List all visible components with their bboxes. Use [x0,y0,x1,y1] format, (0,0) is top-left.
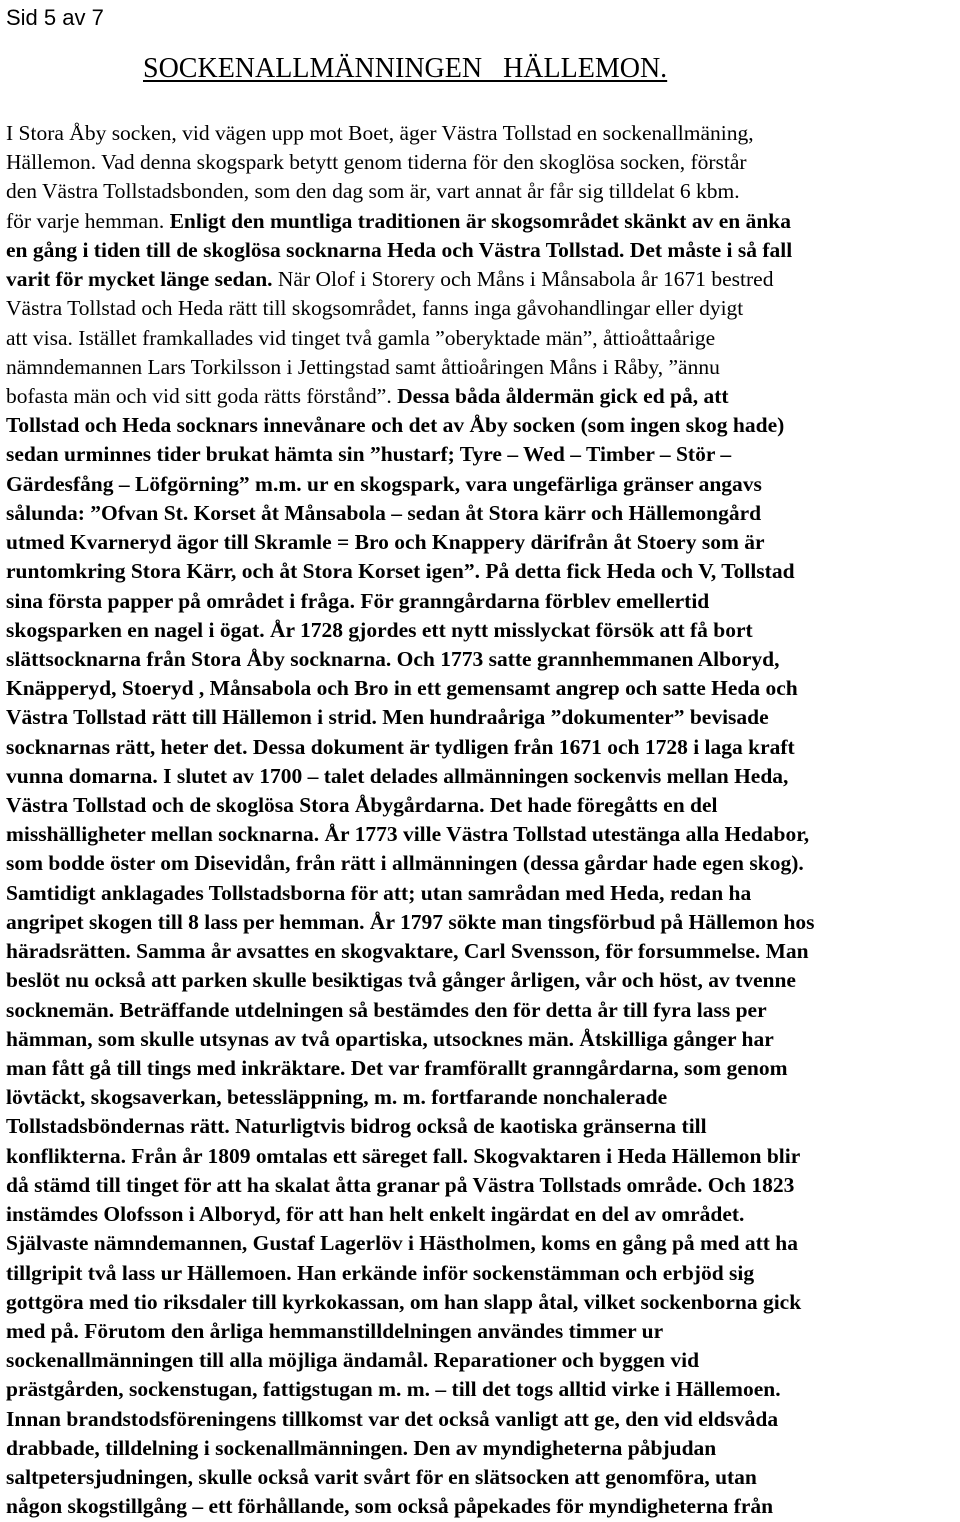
text-line [6,557,960,586]
text-line-bold: en gång i tiden till de skoglösa socknarna Heda och Västra Tollstad. Det måste i så fall [6,237,793,262]
text-line-bold: prästgården, sockenstugan, fattigstugan m. m. – till det togs alltid virke i Hällemoen. [6,1377,781,1402]
text-line [6,908,960,937]
text-line-bold: med på. Förutom den årliga hemmanstilldelningen användes timmer ur [6,1318,664,1343]
text-line-bold: sedan urminnes tider brukat hämta sin ”hustarf; Tyre – Wed – Timber – Stör – [6,442,732,467]
text-line [6,1054,960,1083]
text-line [6,1375,960,1404]
text-line-regular: I Stora Åby socken, vid vägen upp mot Boet, äger Västra Tollstad en sockenallmäning, [6,121,754,145]
text-line [6,762,960,791]
text-line-bold: hämman, som skulle utsynas av två opartiska, utsocknes män. Åtskilliga gånger har [6,1026,774,1051]
text-line [6,791,960,820]
text-line [6,937,960,966]
text-line [6,1200,960,1229]
text-line-bold: Knäpperyd, Stoeryd , Månsabola och Bro in ett gemensamt angrep och satte Heda och [6,676,798,701]
text-line [6,1317,960,1346]
text-line [6,148,960,177]
text-line-bold: sålunda: ”Ofvan St. Korset åt Månsabola – sedan åt Stora kärr och Hällemongård [6,500,762,525]
text-line [6,1463,960,1492]
text-line [6,470,960,499]
text-line-bold: socknarnas rätt, heter det. Dessa dokument är tydligen från 1671 och 1728 i laga kraft [6,734,795,759]
text-line [6,177,960,206]
text-line [6,1346,960,1375]
text-line-bold: utmed Kvarneryd ägor till Skramle = Bro och Knappery därifrån åt Stoery som är [6,530,765,555]
text-line-bold: konflikterna. Från år 1809 omtalas ett säreget fall. Skogvaktaren i Heda Hällemon blir [6,1143,801,1168]
text-line-bold: Västra Tollstad rätt till Hällemon i strid. Men hundraåriga ”dokumenter” bevisade [6,705,769,730]
text-line-bold: socknemän. Beträffande utdelningen så bestämdes den för detta år till fyra lass per [6,997,767,1022]
text-line [6,879,960,908]
text-line-bold: beslöt nu också att parken skulle besiktigas två gånger årligen, vår och höst, av tvenne [6,968,796,993]
text-line-bold: då stämd till tinget för att ha skalat åtta granar på Västra Tollstads område. Och 1823 [6,1172,795,1197]
body-text [6,119,960,1522]
text-line-bold: Västra Tollstad och de skoglösa Stora Åbygårdarna. Det hade föregåtts en del [6,793,718,818]
text-line-regular: Västra Tollstad och Heda rätt till skogsområdet, fanns inga gåvohandlingar eller dyigt [6,296,744,321]
text-line-regular: den Västra Tollstadsbonden, som den dag som är, vart annat år får sig tilldelat 6 kbm. [6,179,740,204]
text-line-bold: Enligt den muntliga traditionen är skogsområdet skänkt av en änka [169,208,791,233]
text-line-bold: Självaste nämndemannen, Gustaf Lagerlöv i Hästholmen, koms en gång på med att ha [6,1231,798,1256]
text-line-bold: sina första papper på området i fråga. För granngårdarna förblev emellertid [6,588,710,613]
text-line-bold: lövtäckt, skogsaverkan, betessläppning, m. m. fortfarande nonchalerade [6,1085,668,1110]
text-line [6,966,960,995]
text-line [6,703,960,732]
text-line-regular: Hällemon. Vad denna skogspark betytt genom tiderna för den skoglösa socken, förstår [6,150,747,175]
text-line-bold: Innan brandstodsföreningens tillkomst var det också vanligt att ge, den vid eldsvåda [6,1406,779,1431]
text-line-bold: Gärdesfång – Löfgörning” m.m. ur en skogspark, vara ungefärliga gränser angavs [6,471,762,496]
text-line [6,353,960,382]
text-line [6,1492,960,1521]
text-line [6,528,960,557]
text-line [6,733,960,762]
text-line-bold: tillgripit två lass ur Hällemoen. Han erkände inför sockenstämman och erbjöd sig [6,1260,755,1285]
text-line [6,294,960,323]
text-line-bold: Tollstad och Heda socknars innevånare och det av Åby socken (som ingen skog hade) [6,413,785,438]
text-line-bold: saltpetersjudningen, skulle också varit svårt för en slätsocken att genomföra, utan [6,1465,757,1490]
text-line-bold: varit för mycket länge sedan. [6,267,273,292]
text-line [6,645,960,674]
text-line [6,849,960,878]
text-line-regular: för varje hemman. [6,208,170,233]
text-line [6,265,960,294]
text-line-bold: häradsrätten. Samma år avsattes en skogvaktare, Carl Svensson, för forsummelse. Man [6,939,809,964]
text-line [6,324,960,353]
text-line [6,996,960,1025]
text-line [6,1434,960,1463]
text-line-regular: nämndemannen Lars Torkilsson i Jettingstad samt åttioåringen Måns i Råby, ”ännu [6,354,720,379]
text-line [6,820,960,849]
text-line [6,1142,960,1171]
text-line-bold: instämdes Olofsson i Alboryd, för att han helt enkelt ingärdat en del av området. [6,1202,745,1227]
text-line [6,236,960,265]
text-line-bold: man fått gå till tings med inkräktare. Det var framförallt granngårdarna, som genom [6,1056,788,1080]
text-line-bold: drabbade, tilldelning i sockenallmänningen. Den av myndigheterna påbjudan [6,1435,717,1460]
text-line-bold: Dessa båda åldermän gick ed på, att [397,383,729,408]
text-line [6,674,960,703]
text-line [6,1083,960,1112]
text-line [6,499,960,528]
text-line-bold: Tollstadsböndernas rätt. Naturligtvis bidrog också de kaotiska gränserna till [6,1114,707,1139]
text-line [6,1405,960,1434]
text-line-bold: Samtidigt anklagades Tollstadsborna för att; utan samrådan med Heda, redan ha [6,880,752,905]
text-line-bold: runtomkring Stora Kärr, och åt Stora Korset igen”. På detta fick Heda och V, Tollstad [6,559,795,584]
document-title: SOCKENALLMÄNNINGEN HÄLLEMON. [143,53,668,84]
text-line-bold: slättsocknarna från Stora Åby socknarna. Och 1773 satte grannhemmanen Alboryd, [6,646,780,671]
text-line-bold: gottgöra med tio riksdaler till kyrkokassan, om han slapp åtal, vilket sockenborna gick [6,1289,802,1314]
text-line [6,587,960,616]
text-line [6,1229,960,1258]
text-line-regular: att visa. Istället framkallades vid tinget två gamla ”oberyktade män”, åttioåttaårige [6,325,716,350]
text-line-bold: misshälligheter mellan socknarna. År 1773 ville Västra Tollstad utestänga alla Hedabor, [6,822,810,847]
text-line-bold: sockenallmänningen till alla möjliga ändamål. Reparationer och byggen vid [6,1348,700,1373]
text-line [6,119,960,148]
text-line [6,207,960,236]
text-line [6,1112,960,1141]
text-line [6,1259,960,1288]
text-line-regular: När Olof i Storery och Måns i Månsabola år 1671 bestred [277,267,774,292]
text-line [6,1171,960,1200]
text-line-bold: vunna domarna. I slutet av 1700 – talet delades allmänningen sockenvis mellan Heda, [6,763,789,788]
text-line-bold: angripet skogen till 8 lass per hemman. År 1797 sökte man tingsförbud på Hällemon hos [6,909,815,934]
text-line [6,1288,960,1317]
text-line-regular: bofasta män och vid sitt goda rätts förstånd”. [6,383,398,408]
text-line [6,382,960,411]
text-line-bold: som bodde öster om Disevidån, från rätt i allmänningen (dessa gårdar hade egen skog). [6,851,804,876]
text-line [6,411,960,440]
page-number-header: Sid 5 av 7 [6,5,104,30]
text-line-bold: någon skogstillgång – ett förhållande, som också påpekades för myndigheterna från [6,1494,774,1519]
text-line [6,616,960,645]
text-line [6,1025,960,1054]
text-line [6,440,960,469]
text-line-bold: skogsparken en nagel i ögat. År 1728 gjordes ett nytt misslyckat försök att få bort [6,617,753,642]
